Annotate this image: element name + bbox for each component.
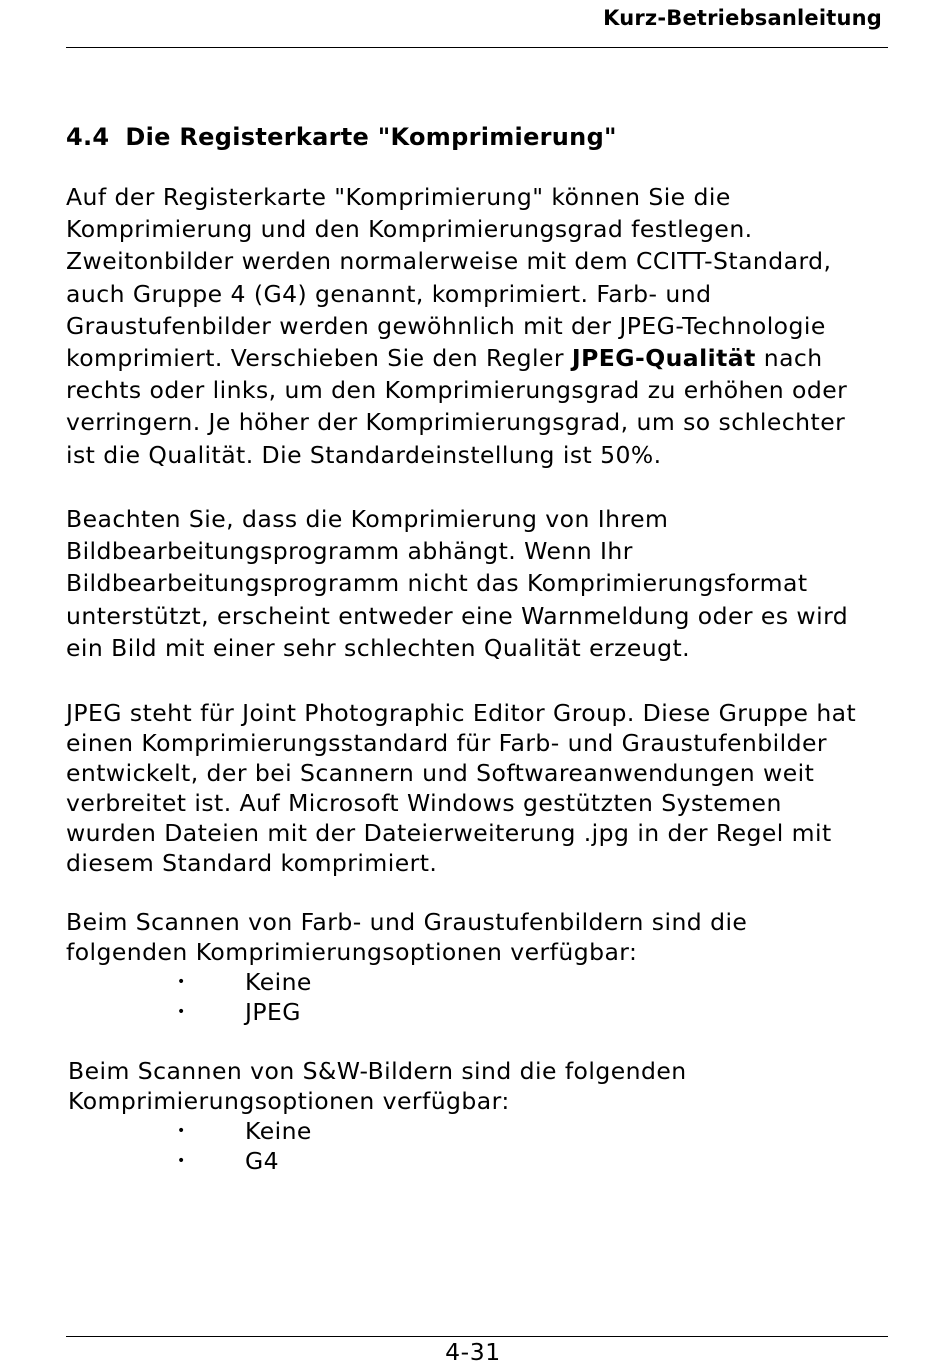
- section-heading: [66, 123, 617, 151]
- list-item: [66, 1146, 312, 1176]
- running-header: Kurz-Betriebsanleitung: [603, 6, 882, 30]
- paragraph-text-after: nach rechts oder links, um den Komprimierungsgrad zu erhöhen oder verringern. Je höher der Komprimierungsgrad, um so schlechter ist die Qualität. Die Standardeinstellung ist 50%.: [66, 344, 848, 469]
- list-item-label: G4: [245, 1147, 280, 1175]
- bw-options-intro: Beim Scannen von S&W-Bildern sind die folgenden Komprimierungsoptionen verfügbar:: [68, 1057, 687, 1115]
- list-item: [66, 1116, 312, 1146]
- bullet-icon: •: [177, 1153, 186, 1169]
- section-title: Die Registerkarte "Komprimierung": [125, 123, 617, 151]
- color-options-list: [66, 967, 312, 1027]
- footer-rule: [66, 1336, 888, 1337]
- paragraph-compatibility-note: Beachten Sie, dass die Komprimierung von Ihrem Bildbearbeitungsprogramm abhängt. Wenn Ihr Bildbearbeitungsprogramm nicht das Komprimierungsformat unterstützt, erscheint entweder eine Warnmeldung oder es wird ein Bild mit einer sehr schlechten Qualität erzeugt.: [66, 505, 849, 662]
- list-item-label: JPEG: [245, 998, 301, 1026]
- list-item: [66, 967, 312, 997]
- color-options-intro: Beim Scannen von Farb- und Graustufenbildern sind die folgenden Komprimierungsoptionen verfügbar:: [66, 908, 748, 966]
- bullet-icon: •: [177, 1004, 186, 1020]
- page-number: 4-31: [445, 1338, 501, 1366]
- paragraph-text-before: Auf der Registerkarte "Komprimierung" können Sie die Komprimierung und den Komprimierungsgrad festlegen. Zweitonbilder werden normalerweise mit dem CCITT-Standard, auch Gruppe 4 (G4) genannt, komprimiert. Farb- und Graustufenbilder werden gewöhnlich mit der JPEG-Technologie komprimiert. Verschieben Sie den Regler: [66, 183, 832, 373]
- bw-options-list: [66, 1116, 312, 1176]
- list-item: [66, 997, 312, 1027]
- bullet-icon: •: [177, 1123, 186, 1139]
- header-rule: [66, 47, 888, 48]
- list-item-label: Keine: [245, 968, 312, 996]
- section-number: 4.4: [66, 123, 110, 151]
- jpeg-quality-term: JPEG-Qualität: [571, 344, 756, 373]
- paragraph-jpeg-definition: JPEG steht für Joint Photographic Editor Group. Diese Gruppe hat einen Komprimierungsstandard für Farb- und Graustufenbilder entwickelt, der bei Scannern und Softwareanwendungen weit verbreitet ist. Auf Microsoft Windows gestützten Systemen wurden Dateien mit der Dateierweiterung .jpg in der Regel mit diesem Standard komprimiert.: [66, 699, 857, 877]
- list-item-label: Keine: [245, 1117, 312, 1145]
- bullet-icon: •: [177, 974, 186, 990]
- paragraph-compression-intro: [66, 181, 896, 471]
